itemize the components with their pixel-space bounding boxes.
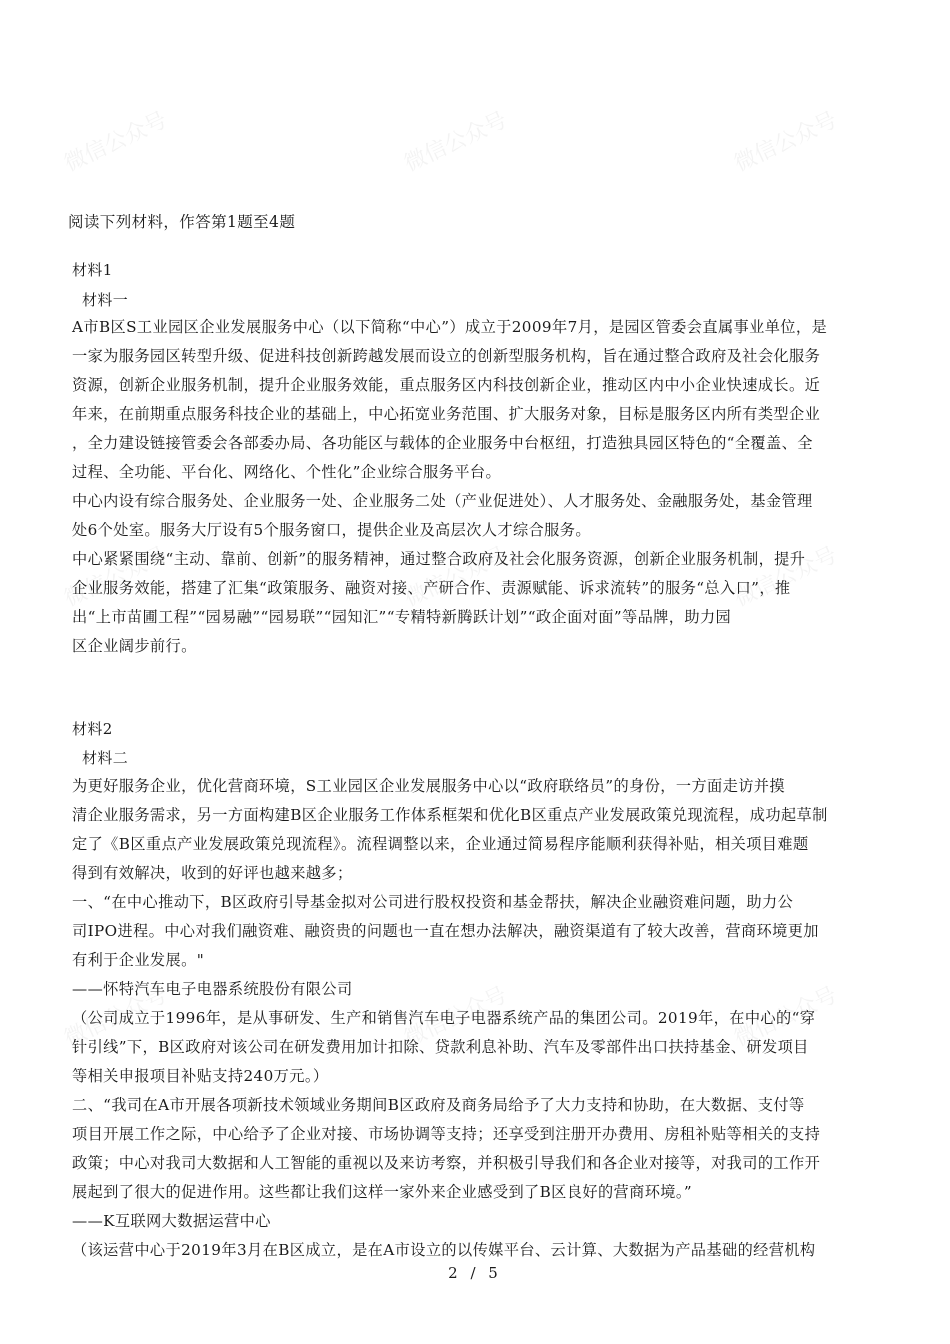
- material-2-line: 一、“在中心推动下，B区政府引导基金拟对公司进行股权投资和基金帮扶，解决企业融资难问题，助力公: [72, 893, 794, 911]
- material-2-line: （公司成立于1996年，是从事研发、生产和销售汽车电子电器系统产品的集团公司。2019年，在中心的“穿: [72, 1009, 816, 1027]
- watermark: 微信公众号: [400, 542, 511, 612]
- watermark: 微信公众号: [400, 107, 511, 177]
- material-1-line: 中心内设有综合服务处、企业服务一处、企业服务二处（产业促进处）、人才服务处、金融服务处，基金管理: [72, 492, 813, 510]
- material-2-line: 得到有效解决，收到的好评也越来越多；: [72, 864, 353, 882]
- material-2-line: 展起到了很大的促进作用。这些都让我们这样一家外来企业感受到了B区良好的营商环境。”: [72, 1183, 693, 1201]
- material-2-line: 为更好服务企业，优化营商环境，S工业园区企业发展服务中心以“政府联络员”的身份，一方面走访并摸: [72, 777, 785, 795]
- material-2-line: ——怀特汽车电子电器系统股份有限公司: [72, 980, 353, 998]
- material-2-line: 有利于企业发展。": [72, 951, 205, 969]
- material-2-line: 定了《B区重点产业发展政策兑现流程》。流程调整以来，企业通过简易程序能顺利获得补贴，相关项目难题: [72, 835, 809, 853]
- material-1-line: ，全力建设链接管委会各部委办局、各功能区与载体的企业服务中台枢纽，打造独具园区特色的“全覆盖、全: [72, 434, 813, 452]
- material-2-line: （该运营中心于2019年3月在B区成立，是在A市设立的以传媒平台、云计算、大数据为产品基础的经营机构: [72, 1241, 816, 1259]
- watermark: 微信公众号: [730, 542, 841, 612]
- material-2-line: 清企业服务需求，另一方面构建B区企业服务工作体系框架和优化B区重点产业发展政策兑现流程，成功起草制: [72, 806, 828, 824]
- material-1-line: 资源，创新企业服务机制，提升企业服务效能，重点服务区内科技创新企业，推动区内中小企业快速成长。近: [72, 376, 821, 394]
- watermark: 微信公众号: [730, 107, 841, 177]
- material-2-line: 二、“我司在A市开展各项新技术领域业务期间B区政府及商务局给予了大力支持和协助，在大数据、支付等: [72, 1096, 805, 1114]
- material-1-line: A市B区S工业园区企业发展服务中心（以下简称“中心”）成立于2009年7月，是园区管委会直属事业单位，是: [72, 318, 828, 336]
- material-2-line: ——K互联网大数据运营中心: [72, 1212, 271, 1230]
- material-1-line: 企业服务效能，搭建了汇集“政策服务、融资对接、产研合作、责源赋能、诉求流转”的服务“总入口”，推: [72, 579, 791, 597]
- material-1-line: 一家为服务园区转型升级、促进科技创新跨越发展而设立的创新型服务机构，旨在通过整合政府及社会化服务: [72, 347, 821, 365]
- watermark: 微信公众号: [730, 982, 841, 1052]
- material-2-line: 项目开展工作之际，中心给予了企业对接、市场协调等支持；还享受到注册开办费用、房租补贴等相关的支持: [72, 1125, 821, 1143]
- material-2-label: 材料2: [72, 720, 113, 738]
- material-1-line: 年来，在前期重点服务科技企业的基础上，中心拓宽业务范围、扩大服务对象，目标是服务区内所有类型企业: [72, 405, 821, 423]
- watermark: 微信公众号: [60, 107, 171, 177]
- material-1-line: 过程、全功能、平台化、网络化、个性化”企业综合服务平台。: [72, 463, 502, 481]
- material-1-sublabel: 材料一: [82, 291, 129, 309]
- material-1-line: 中心紧紧围绕“主动、靠前、创新”的服务精神，通过整合政府及社会化服务资源，创新企业服务机制，提升: [72, 550, 806, 568]
- material-2-line: 针引线”下，B区政府对该公司在研发费用加计扣除、贷款利息补助、汽车及零部件出口扶持基金、研发项目: [72, 1038, 809, 1056]
- page-number: 2 / 5: [448, 1264, 502, 1282]
- material-2-line: 等相关申报项目补贴支持240万元。）: [72, 1067, 329, 1085]
- material-2-sublabel: 材料二: [82, 749, 129, 767]
- material-1-line: 出“上市苗圃工程”“园易融”“园易联”“园知汇”“专精特新腾跃计划”“政企面对面”等品牌，助力园: [72, 608, 732, 626]
- watermark: 微信公众号: [60, 542, 171, 612]
- material-1-line: 处6个处室。服务大厅设有5个服务窗口，提供企业及高层次人才综合服务。: [72, 521, 591, 539]
- instruction-text: 阅读下列材料，作答第1题至4题: [68, 213, 296, 231]
- material-2-line: 司IPO进程。中心对我们融资难、融资贵的问题也一直在想办法解决，融资渠道有了较大改善，营商环境更加: [72, 922, 819, 940]
- material-1-label: 材料1: [72, 261, 113, 279]
- watermark: 微信公众号: [60, 982, 171, 1052]
- material-2-line: 政策；中心对我司大数据和人工智能的重视以及来访考察，并积极引导我们和各企业对接等，对我司的工作开: [72, 1154, 821, 1172]
- material-1-line: 区企业阔步前行。: [72, 637, 197, 655]
- watermark: 微信公众号: [400, 982, 511, 1052]
